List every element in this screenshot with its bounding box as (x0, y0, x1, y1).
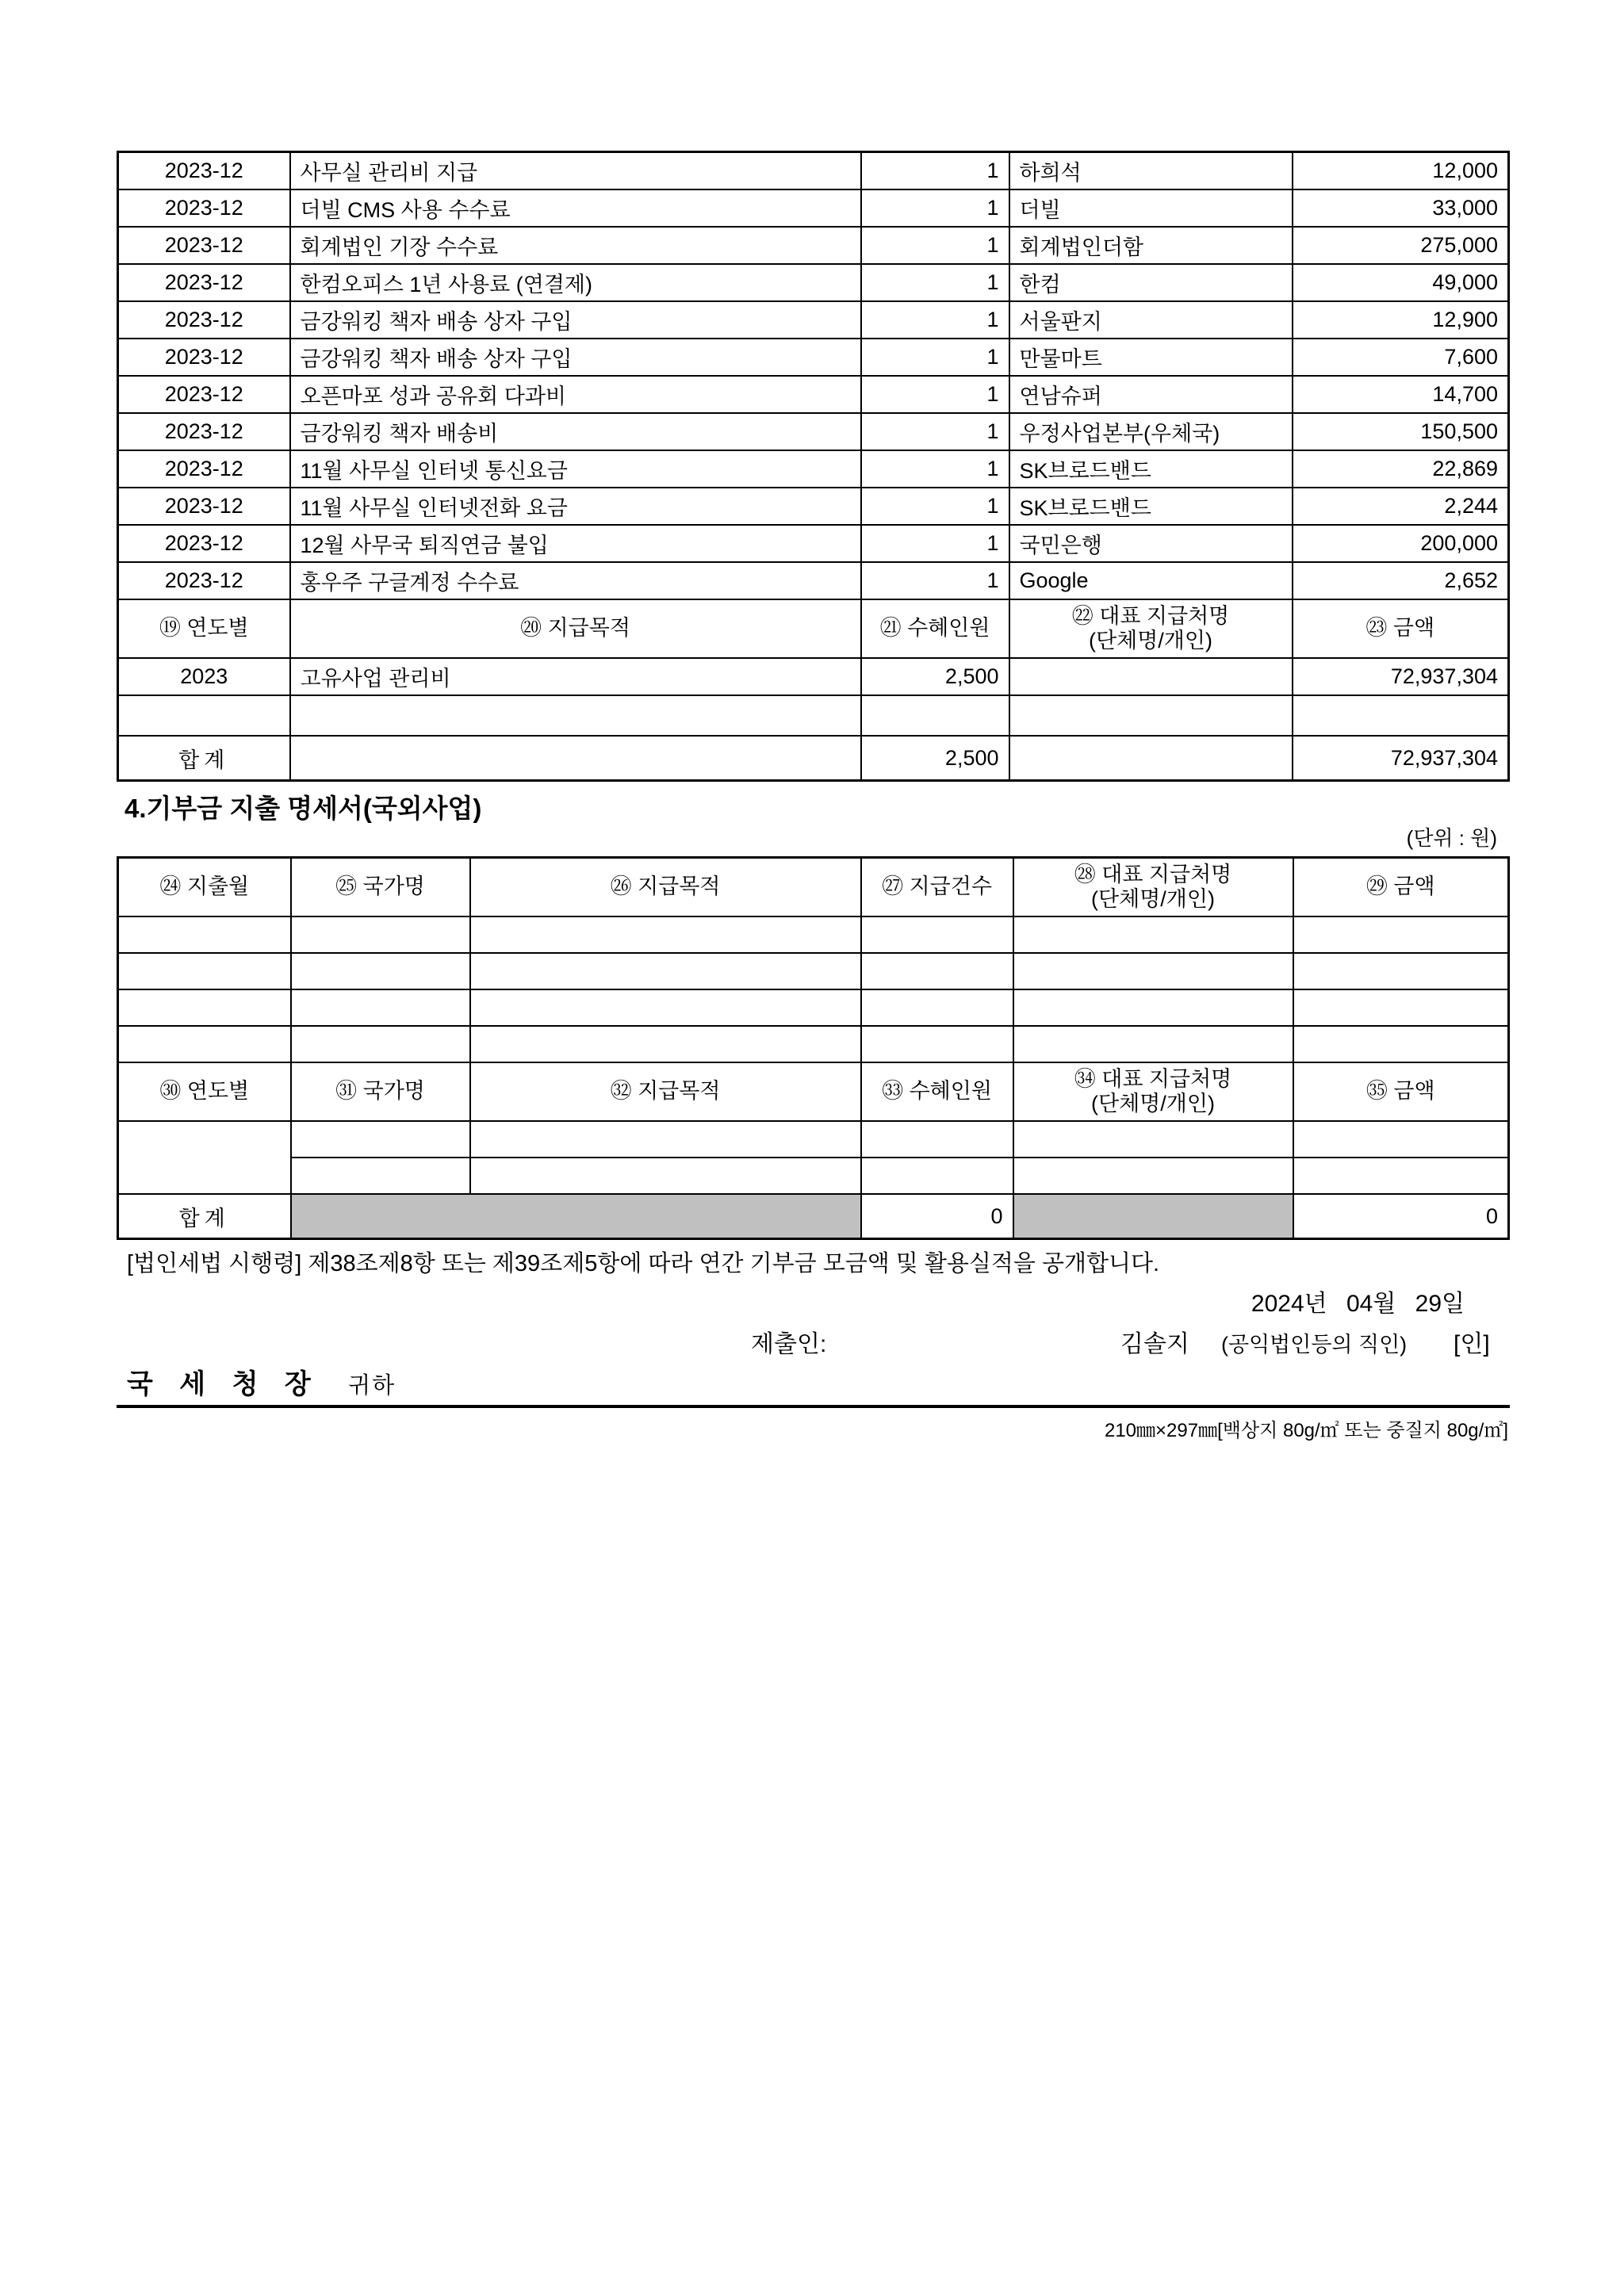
total-amount: 0 (1293, 1194, 1509, 1239)
header-yearly: ⑲ 연도별 (118, 599, 290, 658)
cell-month: 2023-12 (118, 525, 290, 562)
total-label: 합계 (118, 736, 290, 781)
empty-cell (291, 1026, 470, 1062)
monthly-header-row (118, 858, 1509, 917)
header-country: ㉛ 국가명 (291, 1062, 470, 1121)
empty-cell (291, 989, 470, 1026)
empty-cell (1013, 1158, 1293, 1194)
header-purpose: ㉜ 지급목적 (470, 1062, 861, 1121)
cell-amount: 14,700 (1293, 376, 1509, 413)
cell-amount: 2,652 (1293, 562, 1509, 599)
cell-payee: 한컴 (1009, 264, 1293, 301)
expense-row (118, 562, 1509, 599)
submission-date: 2024년 04월 29일 (1251, 1291, 1465, 1317)
empty-row (118, 1026, 1509, 1062)
expense-row (118, 413, 1509, 450)
cell-people: 2,500 (861, 658, 1009, 695)
empty-cell (861, 953, 1013, 989)
cell-payee: SK브로드밴드 (1009, 488, 1293, 525)
empty-cell (291, 1158, 470, 1194)
empty-row (118, 1121, 1509, 1158)
cell-payee: Google (1009, 562, 1293, 599)
submitter-label: 제출인: (751, 1331, 827, 1357)
empty-cell (1293, 953, 1509, 989)
cell-payee: 서울판지 (1009, 301, 1293, 339)
recipient-suffix: 귀하 (348, 1373, 396, 1399)
empty-cell (861, 916, 1013, 953)
cell-count: 1 (861, 562, 1009, 599)
empty-cell (291, 916, 470, 953)
header-country: ㉕ 국가명 (291, 858, 470, 917)
cell-payee: 국민은행 (1009, 525, 1293, 562)
submitter-line (0, 1329, 1624, 1360)
cell-count: 1 (861, 339, 1009, 376)
header-payee-line1: ㉞ 대표 지급처명 (1074, 1066, 1232, 1091)
cell-month: 2023-12 (118, 413, 290, 450)
cell-month: 2023-12 (118, 227, 290, 264)
cell-count: 1 (861, 413, 1009, 450)
seal-mark: [인] (1454, 1331, 1490, 1357)
cell-purpose: 금강워킹 책자 배송 상자 구입 (290, 339, 861, 376)
empty-cell (470, 1158, 861, 1194)
cell-amount: 49,000 (1293, 264, 1509, 301)
bottom-rule (117, 1405, 1510, 1408)
monthly-expense-rows (118, 152, 1509, 781)
empty-cell (470, 989, 861, 1026)
cell-amount: 7,600 (1293, 339, 1509, 376)
expense-row (118, 488, 1509, 525)
paper-spec-note: 210㎜×297㎜[백상지 80g/㎡ 또는 중질지 80g/㎡] (1104, 1420, 1508, 1441)
empty-cell (1293, 1026, 1509, 1062)
cell-amount: 22,869 (1293, 450, 1509, 488)
empty-cell (1293, 1121, 1509, 1158)
cell-month: 2023-12 (118, 339, 290, 376)
header-people: ㉝ 수혜인원 (861, 1062, 1013, 1121)
cell-amount: 33,000 (1293, 189, 1509, 227)
empty-cell (1009, 695, 1293, 736)
cell-count: 1 (861, 301, 1009, 339)
cell-amount: 200,000 (1293, 525, 1509, 562)
cell-month: 2023-12 (118, 264, 290, 301)
cell-amount: 2,244 (1293, 488, 1509, 525)
cell-month: 2023-12 (118, 189, 290, 227)
empty-cell (291, 1121, 470, 1158)
empty-cell (290, 695, 861, 736)
empty-cell (1293, 1158, 1509, 1194)
empty-cell (470, 1026, 861, 1062)
cell-payee: 더빌 (1009, 189, 1293, 227)
cell-payee-empty (1009, 658, 1293, 695)
yearly-header-row (118, 1062, 1509, 1121)
cell-purpose: 12월 사무국 퇴직연금 불입 (290, 525, 861, 562)
cell-purpose: 11월 사무실 인터넷전화 요금 (290, 488, 861, 525)
total-row (118, 1194, 1509, 1239)
empty-cell (470, 1121, 861, 1158)
empty-cell (1013, 989, 1293, 1026)
seal-note: (공익법인등의 직인) (1221, 1333, 1408, 1357)
empty-row (118, 953, 1509, 989)
cell-purpose: 오픈마포 성과 공유회 다과비 (290, 376, 861, 413)
total-label: 합계 (118, 1194, 291, 1239)
empty-cell (118, 953, 291, 989)
empty-cell (861, 1121, 1013, 1158)
cell-count: 1 (861, 227, 1009, 264)
cell-count: 1 (861, 152, 1009, 190)
submitter-name: 김솔지 (1120, 1331, 1189, 1357)
expense-row (118, 189, 1509, 227)
cell-purpose: 사무실 관리비 지급 (290, 152, 861, 190)
expense-row (118, 376, 1509, 413)
empty-cell (290, 736, 861, 781)
cell-payee: 우정사업본부(우체국) (1009, 413, 1293, 450)
cell-amount: 72,937,304 (1293, 658, 1509, 695)
cell-month: 2023-12 (118, 152, 290, 190)
monthly-expense-table (117, 151, 1510, 782)
cell-purpose: 금강워킹 책자 배송비 (290, 413, 861, 450)
total-count: 0 (861, 1194, 1013, 1239)
yearly-summary-row (118, 658, 1509, 695)
empty-row (118, 989, 1509, 1026)
cell-month: 2023-12 (118, 562, 290, 599)
empty-cell (118, 989, 291, 1026)
header-payee-line2: (단체명/개인) (1089, 629, 1212, 652)
overseas-donation-table (117, 856, 1510, 1240)
cell-count: 1 (861, 488, 1009, 525)
expense-row (118, 152, 1509, 190)
total-amount: 72,937,304 (1293, 736, 1509, 781)
empty-cell (861, 695, 1009, 736)
cell-count: 1 (861, 264, 1009, 301)
header-payee-line2: (단체명/개인) (1091, 1092, 1215, 1115)
cell-payee: 연남슈퍼 (1009, 376, 1293, 413)
yearly-header-row (118, 599, 1509, 658)
cell-month: 2023-12 (118, 301, 290, 339)
header-amount: ㉙ 금액 (1293, 858, 1509, 917)
cell-purpose: 금강워킹 책자 배송 상자 구입 (290, 301, 861, 339)
header-purpose: ㉖ 지급목적 (470, 858, 861, 917)
section4-title: 4.기부금 지출 명세서(국외사업) (124, 794, 482, 823)
empty-cell (118, 695, 290, 736)
cell-purpose: 고유사업 관리비 (290, 658, 861, 695)
cell-amount: 12,000 (1293, 152, 1509, 190)
cell-payee: 회계법인더함 (1009, 227, 1293, 264)
expense-row (118, 301, 1509, 339)
expense-row (118, 450, 1509, 488)
cell-purpose: 한컴오피스 1년 사용료 (연결제) (290, 264, 861, 301)
cell-purpose: 11월 사무실 인터넷 통신요금 (290, 450, 861, 488)
header-payee (1009, 599, 1293, 658)
empty-cell (470, 916, 861, 953)
empty-row (118, 1158, 1509, 1194)
empty-cell (1013, 916, 1293, 953)
empty-cell-merged (118, 1121, 291, 1194)
header-payee-line1: ㉘ 대표 지급처명 (1074, 862, 1232, 886)
header-month: ㉔ 지출월 (118, 858, 291, 917)
header-payee-line1: ㉒ 대표 지급처명 (1071, 603, 1230, 628)
shaded-cell (1013, 1194, 1293, 1239)
expense-row (118, 227, 1509, 264)
empty-cell (861, 1158, 1013, 1194)
unit-note: (단위 : 원) (1406, 826, 1497, 850)
empty-cell (470, 953, 861, 989)
empty-cell (291, 953, 470, 989)
shaded-cell (291, 1194, 861, 1239)
cell-count: 1 (861, 189, 1009, 227)
empty-cell (1293, 916, 1509, 953)
empty-cell (1013, 1026, 1293, 1062)
total-row (118, 736, 1509, 781)
header-payee (1013, 858, 1293, 917)
header-count: ㉗ 지급건수 (861, 858, 1013, 917)
empty-cell (118, 916, 291, 953)
header-people: ㉑ 수혜인원 (861, 599, 1009, 658)
header-payee-line2: (단체명/개인) (1091, 887, 1215, 911)
cell-count: 1 (861, 376, 1009, 413)
empty-row (118, 695, 1509, 736)
empty-cell (118, 1026, 291, 1062)
empty-cell (1293, 695, 1509, 736)
empty-row (118, 916, 1509, 953)
cell-count: 1 (861, 525, 1009, 562)
cell-purpose: 더빌 CMS 사용 수수료 (290, 189, 861, 227)
recipient-name: 국 세 청 장 (127, 1369, 320, 1399)
cell-month: 2023-12 (118, 450, 290, 488)
cell-purpose: 회계법인 기장 수수료 (290, 227, 861, 264)
expense-row (118, 264, 1509, 301)
header-payee (1013, 1062, 1293, 1121)
cell-month: 2023-12 (118, 488, 290, 525)
cell-payee: SK브로드밴드 (1009, 450, 1293, 488)
empty-cell (861, 989, 1013, 1026)
header-yearly: ㉚ 연도별 (118, 1062, 291, 1121)
header-amount: ㉟ 금액 (1293, 1062, 1509, 1121)
cell-year: 2023 (118, 658, 290, 695)
legal-disclosure-text: [법인세법 시행령] 제38조제8항 또는 제39조제5항에 따라 연간 기부금 모금액 및 활용실적을 공개합니다. (127, 1251, 1160, 1276)
header-purpose: ⑳ 지급목적 (290, 599, 861, 658)
empty-cell (1013, 1121, 1293, 1158)
empty-cell (1293, 989, 1509, 1026)
cell-payee: 만물마트 (1009, 339, 1293, 376)
cell-amount: 150,500 (1293, 413, 1509, 450)
cell-month: 2023-12 (118, 376, 290, 413)
empty-cell (1013, 953, 1293, 989)
cell-payee: 하희석 (1009, 152, 1293, 190)
expense-row (118, 339, 1509, 376)
cell-amount: 275,000 (1293, 227, 1509, 264)
empty-cell (861, 1026, 1013, 1062)
cell-count: 1 (861, 450, 1009, 488)
header-amount: ㉓ 금액 (1293, 599, 1509, 658)
total-people: 2,500 (861, 736, 1009, 781)
expense-row (118, 525, 1509, 562)
cell-purpose: 홍우주 구글계정 수수료 (290, 562, 861, 599)
cell-amount: 12,900 (1293, 301, 1509, 339)
recipient-line (127, 1367, 1624, 1402)
empty-cell (1009, 736, 1293, 781)
